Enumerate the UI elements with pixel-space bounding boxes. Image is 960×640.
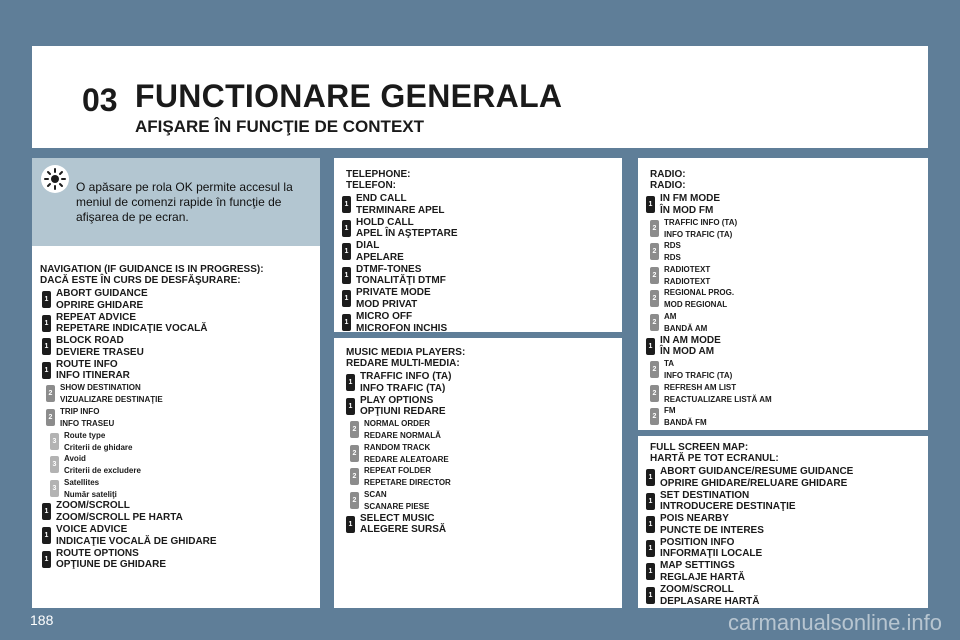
level-badge: 2	[650, 385, 659, 402]
level-badge: 1	[342, 220, 351, 237]
menu-item-labels	[660, 513, 764, 536]
chapter-subtitle: AFIŞARE ÎN FUNCŢIE DE CONTEXT	[135, 117, 425, 136]
menu-item-label-ro: INFORMAŢII LOCALE	[660, 548, 763, 560]
level-badge: 1	[342, 196, 351, 213]
level-badge: 1	[646, 516, 655, 533]
telephone-heading-ro: TELEFON:	[346, 180, 396, 191]
level-badge: 3	[50, 433, 59, 450]
menu-item-label-ro: MICROFON INCHIS	[356, 322, 448, 334]
menu-item-label-en: SELECT MUSIC	[360, 512, 435, 524]
menu-item-labels	[664, 240, 681, 264]
menu-item-label-en: FM	[664, 406, 676, 416]
level-badge: 2	[650, 290, 659, 307]
menu-item-label-en: ZOOM/SCROLL	[56, 500, 130, 512]
radio-heading	[650, 169, 686, 191]
menu-item-labels	[660, 466, 853, 489]
menu-item-labels	[360, 395, 446, 418]
level-badge: 3	[50, 456, 59, 473]
level-badge: 1	[346, 516, 355, 533]
radio-heading-en: RADIO:	[650, 169, 686, 180]
level-badge: 2	[46, 409, 55, 426]
menu-item-label-ro: REPETARE INDICAŢIE VOCALĂ	[56, 323, 208, 335]
menu-item-labels	[660, 335, 721, 358]
menu-item-labels	[56, 288, 148, 311]
menu-item-labels	[364, 418, 441, 442]
level-badge: 2	[350, 421, 359, 438]
level-badge: 1	[346, 374, 355, 391]
menu-item-label-ro: DEVIERE TRASEU	[56, 346, 144, 358]
level-badge: 1	[646, 563, 655, 580]
menu-item-label-ro: OPRIRE GHIDARE	[56, 299, 144, 311]
menu-item-labels	[364, 489, 429, 513]
menu-item-label-ro: SCANARE PIESE	[364, 502, 430, 511]
menu-item-label-ro: RADIOTEXT	[664, 276, 711, 286]
level-badge: 1	[646, 196, 655, 213]
menu-item-label-en: TRAFFIC INFO (TA)	[360, 371, 452, 382]
menu-item-label-en: ABORT GUIDANCE/RESUME GUIDANCE	[660, 466, 854, 477]
navigation-heading-en: NAVIGATION (IF GUIDANCE IS IN PROGRESS):	[40, 264, 264, 275]
menu-item-label-en: HOLD CALL	[356, 216, 414, 228]
menu-item-label-ro: OPŢIUNE DE GHIDARE	[56, 559, 167, 571]
menu-item-labels	[660, 193, 720, 216]
menu-item-labels	[56, 312, 208, 335]
menu-item-label-en: TRAFFIC INFO (TA)	[664, 217, 738, 227]
menu-item-labels	[360, 371, 451, 394]
menu-item-label-ro: TONALITĂŢI DTMF	[356, 275, 446, 287]
menu-item-label-en: POSITION INFO	[660, 536, 735, 548]
chapter-title: FUNCTIONARE GENERALA	[135, 78, 563, 114]
menu-item-label-ro: Criterii de ghidare	[64, 442, 133, 452]
menu-item-label-en: RADIOTEXT	[664, 264, 711, 274]
menu-item-label-ro: INFO TRAFIC (TA)	[664, 371, 733, 381]
menu-item-label-ro: INDICAŢIE VOCALĂ DE GHIDARE	[56, 535, 217, 547]
menu-item-label-en: REFRESH AM LIST	[664, 382, 737, 392]
menu-item-label-en: Avoid	[64, 454, 86, 464]
menu-item-label-en: SET DESTINATION	[660, 489, 750, 501]
menu-item-labels	[664, 217, 737, 241]
menu-item-label-en: IN AM MODE	[660, 334, 721, 346]
menu-item-label-ro: MOD REGIONAL	[664, 300, 728, 310]
level-badge: 2	[650, 267, 659, 284]
menu-item-label-en: AM	[664, 312, 677, 321]
level-badge: 2	[650, 314, 659, 331]
level-badge: 1	[42, 503, 51, 520]
menu-item-label-en: MICRO OFF	[356, 311, 413, 322]
menu-item-label-ro: TERMINARE APEL	[356, 204, 445, 216]
menu-item-label-ro: MOD PRIVAT	[356, 298, 418, 310]
header-panel	[32, 46, 928, 148]
menu-item-label-ro: PUNCTE DE INTERES	[660, 524, 764, 536]
level-badge: 2	[650, 361, 659, 378]
level-badge: 2	[46, 385, 55, 402]
level-badge: 1	[646, 493, 655, 510]
menu-item-label-en: ZOOM/SCROLL	[660, 584, 734, 595]
music-heading	[346, 347, 465, 369]
menu-item-label-en: DTMF-TONES	[356, 263, 422, 275]
menu-item-labels	[56, 548, 166, 571]
menu-item-label-en: SHOW DESTINATION	[60, 383, 141, 393]
menu-item-label-ro: BANDĂ AM	[664, 324, 708, 333]
level-badge: 1	[646, 469, 655, 486]
music-heading-en: MUSIC MEDIA PLAYERS:	[346, 347, 466, 358]
menu-item-label-en: POIS NEARBY	[660, 513, 729, 525]
menu-item-labels	[664, 358, 732, 382]
watermark: carmanualsonline.info	[727, 610, 942, 635]
menu-item-labels	[60, 382, 163, 406]
menu-item-labels	[356, 193, 445, 216]
menu-item-label-en: REPEAT FOLDER	[364, 466, 431, 476]
menu-item-label-ro: APELARE	[356, 251, 404, 263]
level-badge: 1	[42, 338, 51, 355]
menu-item-label-ro: APEL ÎN AŞTEPTARE	[356, 228, 458, 240]
menu-item-labels	[664, 382, 772, 406]
navigation-heading	[40, 264, 264, 286]
level-badge: 1	[342, 314, 351, 331]
menu-item-labels	[356, 287, 431, 310]
level-badge: 1	[342, 290, 351, 307]
menu-item-label-ro: Criterii de excludere	[64, 466, 141, 476]
menu-item-label-ro: ÎN MOD FM	[660, 204, 714, 216]
fullscreen-map-heading-en: FULL SCREEN MAP:	[650, 442, 749, 453]
level-badge: 1	[42, 291, 51, 308]
level-badge: 3	[50, 480, 59, 497]
radio-heading-ro: RADIO:	[650, 180, 686, 191]
menu-item-label-ro: REPETARE DIRECTOR	[364, 478, 451, 488]
level-badge: 1	[342, 267, 351, 284]
menu-item-labels	[660, 490, 796, 513]
menu-item-labels	[364, 442, 449, 466]
fullscreen-map-heading	[650, 442, 779, 464]
menu-item-labels	[56, 335, 144, 358]
menu-item-label-ro: REACTUALIZARE LISTĂ AM	[664, 394, 772, 404]
menu-item-label-en: PRIVATE MODE	[356, 287, 431, 299]
menu-item-label-ro: INFO ITINERAR	[56, 370, 130, 382]
menu-item-label-ro: ÎN MOD AM	[660, 346, 715, 358]
menu-item-label-en: RANDOM TRACK	[364, 442, 431, 452]
menu-item-labels	[64, 453, 141, 477]
menu-item-label-ro: INFO TRASEU	[60, 419, 115, 428]
level-badge: 1	[42, 315, 51, 332]
level-badge: 2	[350, 468, 359, 485]
music-heading-ro: REDARE MULTI-MEDIA:	[346, 358, 460, 369]
menu-item-label-ro: RDS	[664, 253, 681, 263]
menu-item-labels	[60, 406, 114, 430]
level-badge: 1	[42, 362, 51, 379]
menu-item-labels	[64, 430, 132, 454]
menu-item-label-en: ROUTE OPTIONS	[56, 547, 139, 559]
menu-item-labels	[660, 584, 759, 607]
menu-item-labels	[664, 264, 710, 288]
menu-item-labels	[660, 560, 745, 583]
chapter-number: 03	[82, 82, 118, 118]
level-badge: 1	[42, 527, 51, 544]
menu-item-label-ro: ZOOM/SCROLL PE HARTA	[56, 511, 183, 523]
menu-item-label-en: DIAL	[356, 240, 380, 252]
menu-item-label-ro: INFO TRAFIC (TA)	[664, 229, 733, 239]
menu-item-labels	[356, 240, 404, 263]
tip-text: O apăsare pe rola OK permite accesul la meniul de comenzi rapide în funcţie de afişarea de pe ecran.	[76, 180, 293, 224]
navigation-heading-ro: DACĂ ESTE ÎN CURS DE DESFĂŞURARE:	[40, 275, 241, 286]
telephone-heading-en: TELEPHONE:	[346, 169, 411, 180]
menu-item-label-en: NORMAL ORDER	[364, 419, 431, 429]
menu-item-labels	[56, 500, 183, 523]
menu-item-label-en: TRIP INFO	[60, 407, 100, 416]
menu-item-label-en: REGIONAL PROG.	[664, 288, 735, 298]
menu-item-label-ro: Număr sateliţi	[64, 489, 117, 499]
level-badge: 2	[650, 220, 659, 237]
menu-item-label-en: IN FM MODE	[660, 193, 720, 204]
fullscreen-map-heading-ro: HARTĂ PE TOT ECRANUL:	[650, 453, 779, 464]
level-badge: 1	[646, 540, 655, 557]
menu-item-label-en: RDS	[664, 241, 681, 251]
menu-item-label-en: Satellites	[64, 477, 100, 487]
menu-item-labels	[664, 287, 734, 311]
menu-item-label-ro: REDARE NORMALĂ	[364, 431, 441, 441]
menu-item-label-en: MAP SETTINGS	[660, 560, 735, 572]
menu-item-labels	[356, 264, 446, 287]
menu-item-labels	[660, 537, 762, 560]
sun-icon	[40, 164, 70, 194]
menu-item-labels	[56, 359, 130, 382]
level-badge: 1	[342, 243, 351, 260]
menu-item-labels	[664, 311, 707, 335]
level-badge: 2	[350, 445, 359, 462]
menu-item-label-ro: BANDĂ FM	[664, 418, 707, 428]
menu-item-labels	[356, 311, 447, 334]
menu-item-label-ro: DEPLASARE HARTĂ	[660, 595, 760, 607]
menu-item-label-ro: REGLAJE HARTĂ	[660, 571, 746, 583]
telephone-heading	[346, 169, 410, 191]
menu-item-labels	[356, 217, 458, 240]
level-badge: 2	[650, 243, 659, 260]
menu-item-label-ro: REDARE ALEATOARE	[364, 454, 449, 464]
menu-item-label-ro: INFO TRAFIC (TA)	[360, 382, 446, 394]
menu-item-labels	[360, 513, 446, 536]
menu-item-label-en: END CALL	[356, 193, 407, 204]
menu-item-label-en: REPEAT ADVICE	[56, 311, 137, 323]
tip-box	[32, 158, 320, 246]
menu-item-label-en: VOICE ADVICE	[56, 524, 128, 535]
menu-item-label-en: ROUTE INFO	[56, 358, 118, 370]
menu-item-label-ro: VIZUALIZARE DESTINAŢIE	[60, 395, 163, 405]
menu-item-label-ro: ALEGERE SURSĂ	[360, 524, 447, 536]
menu-item-label-ro: OPRIRE GHIDARE/RELUARE GHIDARE	[660, 477, 848, 489]
level-badge: 1	[42, 551, 51, 568]
menu-item-labels	[56, 524, 217, 547]
menu-item-label-en: SCAN	[364, 490, 387, 499]
menu-item-labels	[64, 477, 117, 501]
menu-item-label-ro: INTRODUCERE DESTINAŢIE	[660, 501, 796, 513]
menu-item-label-ro: OPŢIUNI REDARE	[360, 406, 446, 418]
level-badge: 1	[346, 398, 355, 415]
menu-item-label-en: PLAY OPTIONS	[360, 394, 434, 406]
menu-item-label-en: TA	[664, 359, 675, 369]
level-badge: 1	[646, 587, 655, 604]
level-badge: 2	[350, 492, 359, 509]
menu-item-label-en: ABORT GUIDANCE	[56, 288, 148, 299]
menu-item-label-en: BLOCK ROAD	[56, 335, 124, 347]
level-badge: 1	[646, 338, 655, 355]
menu-item-label-en: Route type	[64, 430, 106, 440]
level-badge: 2	[650, 408, 659, 425]
menu-item-labels	[664, 405, 707, 429]
menu-item-labels	[364, 465, 451, 489]
page-number: 188	[30, 612, 54, 628]
